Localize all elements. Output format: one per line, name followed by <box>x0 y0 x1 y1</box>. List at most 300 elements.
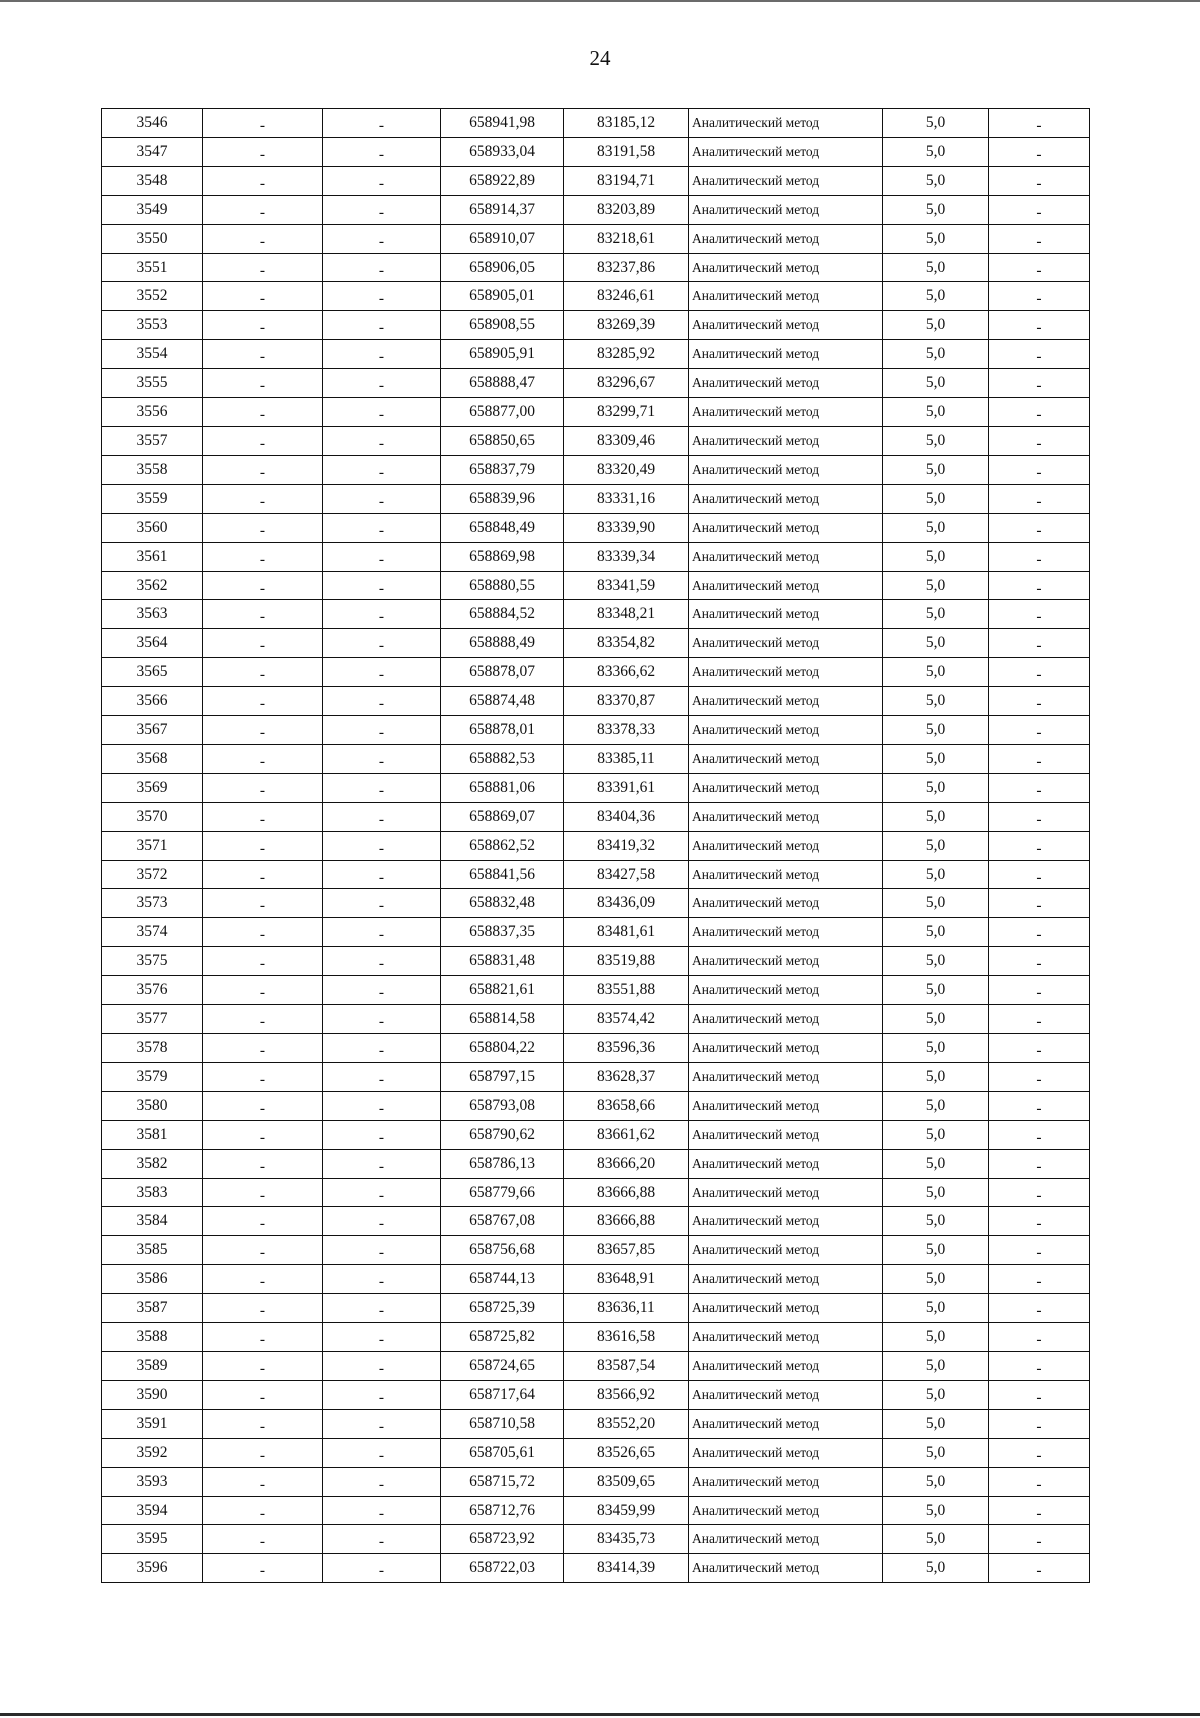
accuracy-cell: 5,0 <box>883 947 989 976</box>
point-number-cell: 3573 <box>102 889 203 918</box>
empty-dash-cell <box>203 918 323 947</box>
x-coordinate-cell: 658905,91 <box>441 340 564 369</box>
empty-dash-cell <box>323 1294 441 1323</box>
y-coordinate-cell: 83185,12 <box>564 109 689 138</box>
table-body <box>102 109 1090 1583</box>
table-row <box>102 1236 1090 1265</box>
method-cell: Аналитический метод <box>689 716 883 745</box>
x-coordinate-cell: 658910,07 <box>441 224 564 253</box>
empty-dash-cell <box>203 571 323 600</box>
empty-dash-cell <box>203 340 323 369</box>
dash-mark: - <box>259 1186 266 1204</box>
point-number-cell: 3596 <box>102 1554 203 1583</box>
method-cell: Аналитический метод <box>689 687 883 716</box>
empty-dash-cell <box>323 109 441 138</box>
x-coordinate-cell: 658767,08 <box>441 1207 564 1236</box>
x-coordinate-cell: 658779,66 <box>441 1178 564 1207</box>
dash-mark: - <box>378 319 385 337</box>
dash-mark: - <box>1036 434 1042 452</box>
x-coordinate-cell: 658724,65 <box>441 1351 564 1380</box>
dash-mark: - <box>1036 695 1042 713</box>
table-row <box>102 716 1090 745</box>
method-cell: Аналитический метод <box>689 426 883 455</box>
point-number-cell: 3572 <box>102 860 203 889</box>
method-cell: Аналитический метод <box>689 282 883 311</box>
dash-mark: - <box>259 752 266 770</box>
point-number-cell: 3558 <box>102 455 203 484</box>
accuracy-cell: 5,0 <box>883 109 989 138</box>
empty-dash-cell <box>323 1178 441 1207</box>
x-coordinate-cell: 658712,76 <box>441 1496 564 1525</box>
x-coordinate-cell: 658922,89 <box>441 166 564 195</box>
accuracy-cell: 5,0 <box>883 484 989 513</box>
empty-dash-cell <box>203 1034 323 1063</box>
empty-dash-cell <box>323 1149 441 1178</box>
empty-dash-cell <box>989 1380 1090 1409</box>
dash-mark: - <box>378 1562 385 1580</box>
point-number-cell: 3577 <box>102 1005 203 1034</box>
dash-mark: - <box>1036 752 1042 770</box>
y-coordinate-cell: 83299,71 <box>564 398 689 427</box>
empty-dash-cell <box>989 1467 1090 1496</box>
y-coordinate-cell: 83436,09 <box>564 889 689 918</box>
y-coordinate-cell: 83526,65 <box>564 1438 689 1467</box>
empty-dash-cell <box>989 1149 1090 1178</box>
empty-dash-cell <box>203 1380 323 1409</box>
accuracy-cell: 5,0 <box>883 687 989 716</box>
dash-mark: - <box>1036 1359 1042 1377</box>
empty-dash-cell <box>989 484 1090 513</box>
point-number-cell: 3583 <box>102 1178 203 1207</box>
empty-dash-cell <box>989 1207 1090 1236</box>
empty-dash-cell <box>323 600 441 629</box>
empty-dash-cell <box>323 1525 441 1554</box>
dash-mark: - <box>378 1042 385 1059</box>
empty-dash-cell <box>203 1351 323 1380</box>
dash-mark: - <box>1036 637 1042 655</box>
empty-dash-cell <box>989 889 1090 918</box>
empty-dash-cell <box>989 658 1090 687</box>
empty-dash-cell <box>323 1496 441 1525</box>
accuracy-cell: 5,0 <box>883 542 989 571</box>
dash-mark: - <box>259 1562 266 1580</box>
x-coordinate-cell: 658848,49 <box>441 513 564 542</box>
empty-dash-cell <box>989 282 1090 311</box>
dash-mark: - <box>1036 955 1042 973</box>
dash-mark: - <box>1036 810 1042 828</box>
empty-dash-cell <box>323 716 441 745</box>
method-cell: Аналитический метод <box>689 311 883 340</box>
dash-mark: - <box>259 724 266 742</box>
empty-dash-cell <box>989 513 1090 542</box>
dash-mark: - <box>259 1099 266 1117</box>
dash-mark: - <box>378 550 385 568</box>
point-number-cell: 3594 <box>102 1496 203 1525</box>
method-cell: Аналитический метод <box>689 831 883 860</box>
empty-dash-cell <box>323 426 441 455</box>
x-coordinate-cell: 658941,98 <box>441 109 564 138</box>
dash-mark: - <box>259 1417 266 1435</box>
y-coordinate-cell: 83285,92 <box>564 340 689 369</box>
y-coordinate-cell: 83661,62 <box>564 1120 689 1149</box>
dash-mark: - <box>378 1417 385 1435</box>
point-number-cell: 3566 <box>102 687 203 716</box>
y-coordinate-cell: 83385,11 <box>564 744 689 773</box>
empty-dash-cell <box>323 398 441 427</box>
empty-dash-cell <box>989 426 1090 455</box>
empty-dash-cell <box>323 1409 441 1438</box>
dash-mark: - <box>378 406 385 424</box>
dash-mark: - <box>378 955 385 973</box>
accuracy-cell: 5,0 <box>883 629 989 658</box>
table-row <box>102 1091 1090 1120</box>
y-coordinate-cell: 83481,61 <box>564 918 689 947</box>
empty-dash-cell <box>323 455 441 484</box>
point-number-cell: 3563 <box>102 600 203 629</box>
dash-mark: - <box>378 608 385 626</box>
dash-mark: - <box>259 1042 266 1059</box>
empty-dash-cell <box>323 513 441 542</box>
scan-edge-bottom <box>0 1713 1200 1716</box>
dash-mark: - <box>378 810 385 828</box>
x-coordinate-cell: 658914,37 <box>441 195 564 224</box>
dash-mark: - <box>378 781 385 799</box>
empty-dash-cell <box>989 1005 1090 1034</box>
dash-mark: - <box>259 1215 266 1233</box>
table-row <box>102 1265 1090 1294</box>
x-coordinate-cell: 658722,03 <box>441 1554 564 1583</box>
empty-dash-cell <box>203 889 323 918</box>
y-coordinate-cell: 83354,82 <box>564 629 689 658</box>
dash-mark: - <box>378 1244 385 1262</box>
method-cell: Аналитический метод <box>689 773 883 802</box>
y-coordinate-cell: 83339,34 <box>564 542 689 571</box>
accuracy-cell: 5,0 <box>883 918 989 947</box>
empty-dash-cell <box>203 426 323 455</box>
dash-mark: - <box>1036 1562 1042 1580</box>
dash-mark: - <box>1036 1475 1042 1493</box>
dash-mark: - <box>1036 608 1042 626</box>
x-coordinate-cell: 658717,64 <box>441 1380 564 1409</box>
point-number-cell: 3585 <box>102 1236 203 1265</box>
y-coordinate-cell: 83370,87 <box>564 687 689 716</box>
method-cell: Аналитический метод <box>689 1062 883 1091</box>
accuracy-cell: 5,0 <box>883 1525 989 1554</box>
empty-dash-cell <box>323 1351 441 1380</box>
method-cell: Аналитический метод <box>689 1294 883 1323</box>
dash-mark: - <box>378 145 385 163</box>
empty-dash-cell <box>203 629 323 658</box>
dash-mark: - <box>259 319 266 337</box>
table-row <box>102 802 1090 831</box>
y-coordinate-cell: 83509,65 <box>564 1467 689 1496</box>
x-coordinate-cell: 658790,62 <box>441 1120 564 1149</box>
method-cell: Аналитический метод <box>689 860 883 889</box>
accuracy-cell: 5,0 <box>883 1294 989 1323</box>
table-row <box>102 1005 1090 1034</box>
x-coordinate-cell: 658877,00 <box>441 398 564 427</box>
dash-mark: - <box>378 752 385 770</box>
point-number-cell: 3567 <box>102 716 203 745</box>
dash-mark: - <box>1036 203 1042 221</box>
empty-dash-cell <box>203 166 323 195</box>
dash-mark: - <box>378 290 385 308</box>
empty-dash-cell <box>989 1294 1090 1323</box>
dash-mark: - <box>259 1331 266 1349</box>
x-coordinate-cell: 658725,39 <box>441 1294 564 1323</box>
dash-mark: - <box>1036 1417 1042 1435</box>
point-number-cell: 3561 <box>102 542 203 571</box>
dash-mark: - <box>378 1302 385 1320</box>
empty-dash-cell <box>323 687 441 716</box>
point-number-cell: 3586 <box>102 1265 203 1294</box>
accuracy-cell: 5,0 <box>883 398 989 427</box>
empty-dash-cell <box>323 1236 441 1265</box>
y-coordinate-cell: 83331,16 <box>564 484 689 513</box>
table-row <box>102 1062 1090 1091</box>
accuracy-cell: 5,0 <box>883 802 989 831</box>
empty-dash-cell <box>323 1467 441 1496</box>
dash-mark: - <box>1036 377 1042 395</box>
point-number-cell: 3579 <box>102 1062 203 1091</box>
x-coordinate-cell: 658786,13 <box>441 1149 564 1178</box>
dash-mark: - <box>378 521 385 539</box>
point-number-cell: 3554 <box>102 340 203 369</box>
dash-mark: - <box>1036 261 1042 279</box>
table-row <box>102 340 1090 369</box>
x-coordinate-cell: 658880,55 <box>441 571 564 600</box>
point-number-cell: 3562 <box>102 571 203 600</box>
method-cell: Аналитический метод <box>689 1380 883 1409</box>
accuracy-cell: 5,0 <box>883 860 989 889</box>
table-row <box>102 1207 1090 1236</box>
accuracy-cell: 5,0 <box>883 744 989 773</box>
method-cell: Аналитический метод <box>689 109 883 138</box>
empty-dash-cell <box>323 166 441 195</box>
empty-dash-cell <box>989 1062 1090 1091</box>
empty-dash-cell <box>203 1265 323 1294</box>
table-row <box>102 1467 1090 1496</box>
table-row <box>102 1149 1090 1178</box>
empty-dash-cell <box>323 947 441 976</box>
dash-mark: - <box>1036 1186 1042 1204</box>
y-coordinate-cell: 83341,59 <box>564 571 689 600</box>
empty-dash-cell <box>323 860 441 889</box>
accuracy-cell: 5,0 <box>883 1438 989 1467</box>
dash-mark: - <box>259 1388 266 1406</box>
point-number-cell: 3581 <box>102 1120 203 1149</box>
method-cell: Аналитический метод <box>689 744 883 773</box>
accuracy-cell: 5,0 <box>883 1207 989 1236</box>
method-cell: Аналитический метод <box>689 195 883 224</box>
dash-mark: - <box>259 868 266 886</box>
empty-dash-cell <box>989 109 1090 138</box>
y-coordinate-cell: 83566,92 <box>564 1380 689 1409</box>
table-row <box>102 744 1090 773</box>
accuracy-cell: 5,0 <box>883 773 989 802</box>
y-coordinate-cell: 83551,88 <box>564 976 689 1005</box>
dash-mark: - <box>378 1215 385 1233</box>
dash-mark: - <box>259 781 266 799</box>
y-coordinate-cell: 83657,85 <box>564 1236 689 1265</box>
table-row <box>102 947 1090 976</box>
dash-mark: - <box>1036 145 1042 163</box>
y-coordinate-cell: 83552,20 <box>564 1409 689 1438</box>
empty-dash-cell <box>989 166 1090 195</box>
dash-mark: - <box>1036 1013 1042 1031</box>
point-number-cell: 3595 <box>102 1525 203 1554</box>
x-coordinate-cell: 658837,79 <box>441 455 564 484</box>
empty-dash-cell <box>203 947 323 976</box>
x-coordinate-cell: 658862,52 <box>441 831 564 860</box>
accuracy-cell: 5,0 <box>883 195 989 224</box>
accuracy-cell: 5,0 <box>883 369 989 398</box>
method-cell: Аналитический метод <box>689 1496 883 1525</box>
table-row <box>102 1496 1090 1525</box>
table-row <box>102 571 1090 600</box>
empty-dash-cell <box>203 311 323 340</box>
point-number-cell: 3564 <box>102 629 203 658</box>
point-number-cell: 3546 <box>102 109 203 138</box>
dash-mark: - <box>259 695 266 713</box>
y-coordinate-cell: 83587,54 <box>564 1351 689 1380</box>
dash-mark: - <box>1036 1533 1042 1551</box>
table-row <box>102 1034 1090 1063</box>
table-row <box>102 1409 1090 1438</box>
empty-dash-cell <box>323 1120 441 1149</box>
dash-mark: - <box>378 1331 385 1349</box>
dash-mark: - <box>259 579 266 597</box>
dash-mark: - <box>259 897 266 915</box>
dash-mark: - <box>1036 1331 1042 1349</box>
dash-mark: - <box>259 434 266 452</box>
table-row <box>102 1380 1090 1409</box>
y-coordinate-cell: 83574,42 <box>564 1005 689 1034</box>
table-row <box>102 542 1090 571</box>
dash-mark: - <box>259 608 266 626</box>
empty-dash-cell <box>203 802 323 831</box>
y-coordinate-cell: 83427,58 <box>564 860 689 889</box>
dash-mark: - <box>378 1533 385 1551</box>
empty-dash-cell <box>989 860 1090 889</box>
dash-mark: - <box>259 1244 266 1262</box>
point-number-cell: 3587 <box>102 1294 203 1323</box>
x-coordinate-cell: 658797,15 <box>441 1062 564 1091</box>
x-coordinate-cell: 658756,68 <box>441 1236 564 1265</box>
dash-mark: - <box>259 463 266 481</box>
empty-dash-cell <box>203 1525 323 1554</box>
dash-mark: - <box>1036 117 1042 134</box>
empty-dash-cell <box>203 484 323 513</box>
empty-dash-cell <box>203 1005 323 1034</box>
method-cell: Аналитический метод <box>689 1409 883 1438</box>
point-number-cell: 3565 <box>102 658 203 687</box>
empty-dash-cell <box>203 1120 323 1149</box>
empty-dash-cell <box>989 976 1090 1005</box>
dash-mark: - <box>378 348 385 366</box>
empty-dash-cell <box>203 1207 323 1236</box>
empty-dash-cell <box>989 1409 1090 1438</box>
dash-mark: - <box>259 1013 266 1031</box>
empty-dash-cell <box>203 1409 323 1438</box>
x-coordinate-cell: 658906,05 <box>441 253 564 282</box>
dash-mark: - <box>259 1446 266 1464</box>
accuracy-cell: 5,0 <box>883 1120 989 1149</box>
dash-mark: - <box>378 579 385 597</box>
empty-dash-cell <box>989 802 1090 831</box>
dash-mark: - <box>1036 724 1042 742</box>
empty-dash-cell <box>203 1323 323 1352</box>
empty-dash-cell <box>989 369 1090 398</box>
method-cell: Аналитический метод <box>689 1467 883 1496</box>
dash-mark: - <box>1036 839 1042 857</box>
empty-dash-cell <box>203 542 323 571</box>
empty-dash-cell <box>323 484 441 513</box>
accuracy-cell: 5,0 <box>883 889 989 918</box>
accuracy-cell: 5,0 <box>883 1236 989 1265</box>
accuracy-cell: 5,0 <box>883 455 989 484</box>
table-row <box>102 1323 1090 1352</box>
dash-mark: - <box>1036 1157 1042 1175</box>
dash-mark: - <box>259 261 266 279</box>
table-row <box>102 976 1090 1005</box>
table-row <box>102 1178 1090 1207</box>
dash-mark: - <box>1036 897 1042 915</box>
empty-dash-cell <box>203 831 323 860</box>
x-coordinate-cell: 658888,47 <box>441 369 564 398</box>
accuracy-cell: 5,0 <box>883 1554 989 1583</box>
empty-dash-cell <box>989 1438 1090 1467</box>
accuracy-cell: 5,0 <box>883 282 989 311</box>
y-coordinate-cell: 83237,86 <box>564 253 689 282</box>
empty-dash-cell <box>203 513 323 542</box>
empty-dash-cell <box>203 253 323 282</box>
point-number-cell: 3593 <box>102 1467 203 1496</box>
table-row <box>102 1351 1090 1380</box>
dash-mark: - <box>378 1388 385 1406</box>
x-coordinate-cell: 658705,61 <box>441 1438 564 1467</box>
dash-mark: - <box>378 1128 385 1146</box>
method-cell: Аналитический метод <box>689 947 883 976</box>
table-row <box>102 253 1090 282</box>
dash-mark: - <box>259 984 266 1002</box>
accuracy-cell: 5,0 <box>883 253 989 282</box>
point-number-cell: 3590 <box>102 1380 203 1409</box>
dash-mark: - <box>378 1157 385 1175</box>
accuracy-cell: 5,0 <box>883 1467 989 1496</box>
empty-dash-cell <box>989 398 1090 427</box>
y-coordinate-cell: 83666,88 <box>564 1178 689 1207</box>
dash-mark: - <box>1036 1446 1042 1464</box>
point-number-cell: 3556 <box>102 398 203 427</box>
y-coordinate-cell: 83269,39 <box>564 311 689 340</box>
x-coordinate-cell: 658821,61 <box>441 976 564 1005</box>
dash-mark: - <box>1036 463 1042 481</box>
empty-dash-cell <box>989 947 1090 976</box>
y-coordinate-cell: 83218,61 <box>564 224 689 253</box>
y-coordinate-cell: 83666,88 <box>564 1207 689 1236</box>
empty-dash-cell <box>989 629 1090 658</box>
y-coordinate-cell: 83419,32 <box>564 831 689 860</box>
empty-dash-cell <box>989 1496 1090 1525</box>
x-coordinate-cell: 658905,01 <box>441 282 564 311</box>
empty-dash-cell <box>989 137 1090 166</box>
empty-dash-cell <box>203 716 323 745</box>
dash-mark: - <box>1036 1070 1042 1088</box>
dash-mark: - <box>259 492 266 510</box>
empty-dash-cell <box>203 1178 323 1207</box>
dash-mark: - <box>259 1504 266 1522</box>
